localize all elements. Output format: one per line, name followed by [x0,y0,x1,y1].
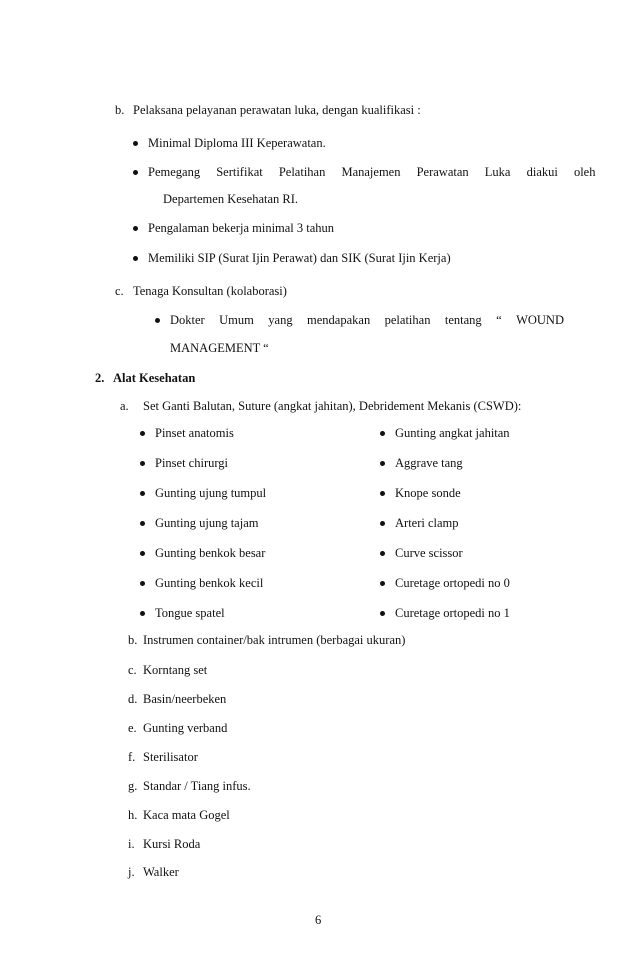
word: yang [268,313,293,327]
list-marker: j. [128,865,135,879]
left-col-item: Gunting ujung tajam [155,516,259,530]
list-marker: g. [128,779,138,793]
bullet-item-continuation: MANAGEMENT “ [170,341,269,355]
list-item: Korntang set [143,663,208,677]
bullet-item: Minimal Diploma III Keperawatan. [148,136,326,150]
page-number: 6 [315,913,322,927]
word: tentang [444,313,482,327]
list-marker: b. [115,103,125,117]
left-col-item: Pinset anatomis [155,426,234,440]
list-marker: c. [128,663,137,677]
right-col-item: Curetage ortopedi no 1 [395,606,510,620]
paragraph-text: Set Ganti Balutan, Suture (angkat jahitan), Debridement Mekanis (CSWD): [143,399,522,413]
right-col-item: Aggrave tang [395,456,463,470]
left-col-item: Gunting ujung tumpul [155,486,267,500]
right-col-item: Curve scissor [395,546,463,560]
word: mendapakan [307,313,371,327]
bullet-item: Memiliki SIP (Surat Ijin Perawat) dan SIK (Surat Ijin Kerja) [148,251,451,265]
list-marker: f. [128,750,136,764]
list-item: Gunting verband [143,721,228,735]
list-item: Standar / Tiang infus. [143,779,251,793]
left-col-item: Gunting benkok besar [155,546,266,560]
list-marker: c. [115,284,124,298]
right-col-item: Curetage ortopedi no 0 [395,576,510,590]
section-number: 2. [95,371,105,385]
paragraph-text: Tenaga Konsultan (kolaborasi) [133,284,287,298]
list-item: Basin/neerbeken [143,692,227,706]
list-item: Kaca mata Gogel [143,808,230,822]
right-col-item: Knope sonde [395,486,461,500]
list-marker: b. [128,633,138,647]
bullet-item-continuation: Departemen Kesehatan RI. [163,192,299,206]
bullet-item-justified [148,164,596,180]
list-item: Walker [143,865,179,879]
bullet-item-justified [170,312,564,328]
word: Dokter [170,313,205,327]
list-item: Kursi Roda [143,837,201,851]
right-col-item: Gunting angkat jahitan [395,426,510,440]
list-marker: a. [120,399,129,413]
list-item: Sterilisator [143,750,198,764]
left-col-item: Gunting benkok kecil [155,576,264,590]
right-col-item: Arteri clamp [395,516,459,530]
left-col-item: Pinset chirurgi [155,456,229,470]
left-col-item: Tongue spatel [155,606,225,620]
justified-text: Pemegang Sertifikat Pelatihan Manajemen Perawatan Luka diakui oleh [148,165,596,179]
section-heading: Alat Kesehatan [113,371,196,385]
word: pelatihan [384,313,431,327]
list-marker: h. [128,808,138,822]
word: WOUND [516,313,564,327]
bullet-item: Pengalaman bekerja minimal 3 tahun [148,221,335,235]
word: “ [496,313,502,327]
list-marker: i. [128,837,135,851]
word: Umum [219,313,254,327]
list-marker: e. [128,721,137,735]
list-item: Instrumen container/bak intrumen (berbagai ukuran) [143,633,406,647]
paragraph-text: Pelaksana pelayanan perawatan luka, dengan kualifikasi : [133,103,421,117]
list-marker: d. [128,692,138,706]
